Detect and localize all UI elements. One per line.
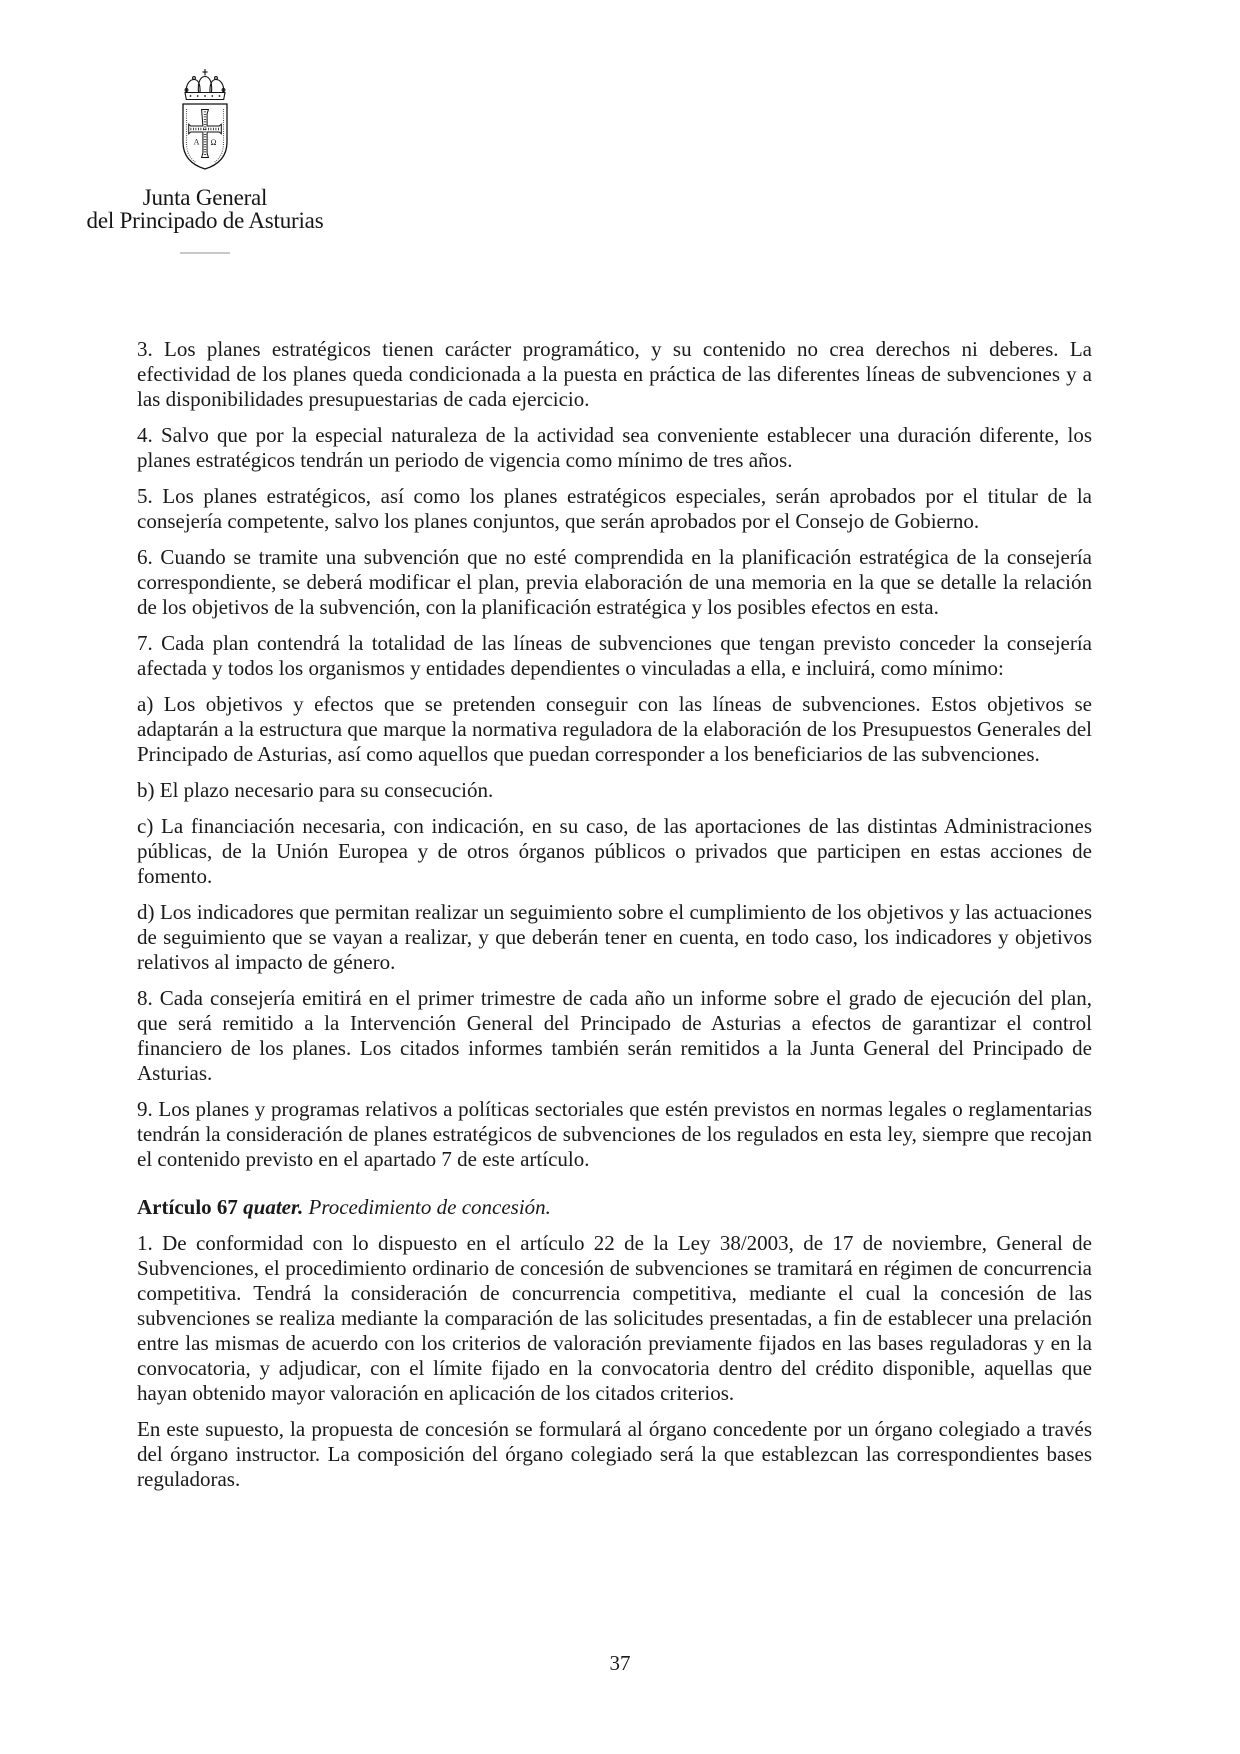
paragraph-9: 9. Los planes y programas relativos a políticas sectoriales que estén previstos en normas legales o reglamentarias tendrán la consideración de planes estratégicos de subvenciones de los regulados en esta ley, siempre que recojan el contenido previsto en el apartado 7 de este artículo. xyxy=(137,1097,1092,1171)
org-name xyxy=(40,186,370,232)
article-heading-number: Artículo 67 xyxy=(137,1195,244,1219)
paragraph-item-a: a) Los objetivos y efectos que se pretenden conseguir con las líneas de subvenciones. Estos objetivos se adaptarán a la estructura que marque la normativa reguladora de la elaboración de los Presupuestos Generales del Principado de Asturias, así como aquellos que puedan corresponder a los beneficiarios de las subvenciones. xyxy=(137,692,1092,766)
paragraph-1: 1. De conformidad con lo dispuesto en el artículo 22 de la Ley 38/2003, de 17 de noviembre, General de Subvenciones, el procedimiento ordinario de concesión de subvenciones se tramitará en régimen de concurrencia competitiva. Tendrá la consideración de concurrencia competitiva, mediante el cual la concesión de las subvenciones se realiza mediante la comparación de las solicitudes presentadas, a fin de establecer una prelación entre las mismas de acuerdo con los criterios de valoración previamente fijados en las bases reguladoras y en la convocatoria, y adjudicar, con el límite fijado en la convocatoria dentro del crédito disponible, aquellas que hayan obtenido mayor valoración en aplicación de los citados criterios. xyxy=(137,1231,1092,1405)
paragraph-4: 4. Salvo que por la especial naturaleza de la actividad sea conveniente establecer una duración diferente, los planes estratégicos tendrán un periodo de vigencia como mínimo de tres años. xyxy=(137,423,1092,472)
article-heading-latin: quater. xyxy=(243,1195,309,1219)
paragraph-item-c: c) La financiación necesaria, con indicación, en su caso, de las aportaciones de las distintas Administraciones públicas, de la Unión Europea y de otros órganos públicos o privados que participen en estas acciones de fomento. xyxy=(137,814,1092,888)
paragraph-item-b: b) El plazo necesario para su consecución. xyxy=(137,778,494,802)
document-body xyxy=(137,337,1092,1503)
article-heading-title: Procedimiento de concesión. xyxy=(308,1195,551,1219)
page-footer xyxy=(0,1651,1240,1676)
paragraph-7: 7. Cada plan contendrá la totalidad de las líneas de subvenciones que tengan previsto conceder la consejería afectada y todos los organismos y entidades dependientes o vinculadas a ella, e incluirá, como mínimo: xyxy=(137,631,1092,680)
paragraph-item-d: d) Los indicadores que permitan realizar un seguimiento sobre el cumplimiento de los objetivos y las actuaciones de seguimiento que se vayan a realizar, y que deberán tener en cuenta, en todo caso, los indicadores y objetivos relativos al impacto de género. xyxy=(137,900,1092,974)
paragraph-8: 8. Cada consejería emitirá en el primer trimestre de cada año un informe sobre el grado de ejecución del plan, que será remitido a la Intervención General del Principado de Asturias a efectos de garantizar el control financiero de los planes. Los citados informes también serán remitidos a la Junta General del Principado de Asturias. xyxy=(137,986,1092,1085)
svg-text:Ω: Ω xyxy=(210,138,217,147)
org-name-line2: del Principado de Asturias xyxy=(86,208,324,233)
paragraph-3: 3. Los planes estratégicos tienen carácter programático, y su contenido no crea derechos ni deberes. La efectividad de los planes queda condicionada a la puesta en práctica de las diferentes líneas de subvenciones y a las disponibilidades presupuestarias de cada ejercicio. xyxy=(137,337,1092,411)
letterhead xyxy=(40,68,370,254)
page-number: 37 xyxy=(609,1651,631,1675)
svg-text:Α: Α xyxy=(193,137,200,147)
paragraph-5: 5. Los planes estratégicos, así como los planes estratégicos especiales, serán aprobados por el titular de la consejería competente, salvo los planes conjuntos, que serán aprobados por el Consejo de Gobierno. xyxy=(137,484,1092,533)
org-name-line1: Junta General xyxy=(142,185,268,210)
asturias-coat-of-arms-icon xyxy=(175,68,235,170)
letterhead-divider xyxy=(180,252,230,254)
paragraph-6: 6. Cuando se tramite una subvención que no esté comprendida en la planificación estratégica de la consejería correspondiente, se deberá modificar el plan, previa elaboración de una memoria en la que se detalle la relación de los objetivos de la subvención, con la planificación estratégica y los posibles efectos en esta. xyxy=(137,545,1092,619)
article-heading xyxy=(137,1195,1092,1220)
paragraph-final: En este supuesto, la propuesta de concesión se formulará al órgano concedente por un órgano colegiado a través del órgano instructor. La composición del órgano colegiado será la que establezcan las correspondientes bases reguladoras. xyxy=(137,1417,1092,1491)
